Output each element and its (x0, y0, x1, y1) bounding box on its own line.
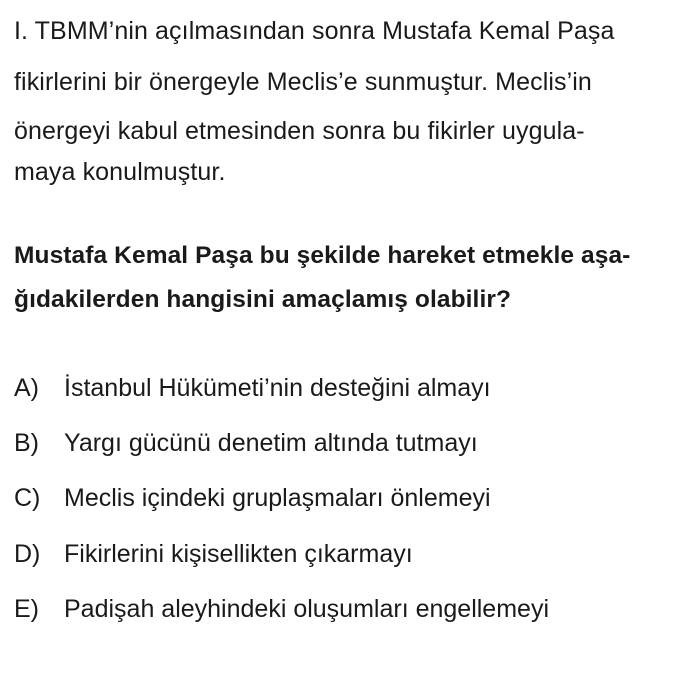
question-line: ğıdakilerden hangisini amaçlamış olabilir? (14, 286, 512, 313)
premise-line: maya konulmuştur. (14, 158, 226, 186)
option-b[interactable] (14, 428, 478, 458)
option-e[interactable] (14, 594, 549, 624)
premise-line: fikirlerini bir önergeyle Meclis’e sunmuştur. Meclis’in (14, 68, 592, 96)
option-text: Fikirlerini kişisellikten çıkarmayı (64, 540, 413, 568)
option-letter: B) (14, 429, 39, 457)
premise-line: I. TBMM’nin açılmasından sonra Mustafa Kemal Paşa (14, 17, 615, 45)
option-letter: C) (14, 484, 41, 512)
option-text: Yargı gücünü denetim altında tutmayı (64, 429, 478, 457)
option-letter: E) (14, 595, 39, 623)
option-d[interactable] (14, 539, 413, 569)
option-text: Padişah aleyhindeki oluşumları engellemeyi (64, 595, 549, 623)
option-c[interactable] (14, 483, 491, 513)
option-letter: A) (14, 374, 39, 402)
question-line: Mustafa Kemal Paşa bu şekilde hareket etmekle aşa- (14, 242, 631, 269)
premise-line: önergeyi kabul etmesinden sonra bu fikirler uygula- (14, 117, 585, 145)
option-text: İstanbul Hükümeti’nin desteğini almayı (64, 374, 491, 402)
option-letter: D) (14, 540, 41, 568)
option-a[interactable] (14, 373, 491, 403)
option-text: Meclis içindeki gruplaşmaları önlemeyi (64, 484, 491, 512)
